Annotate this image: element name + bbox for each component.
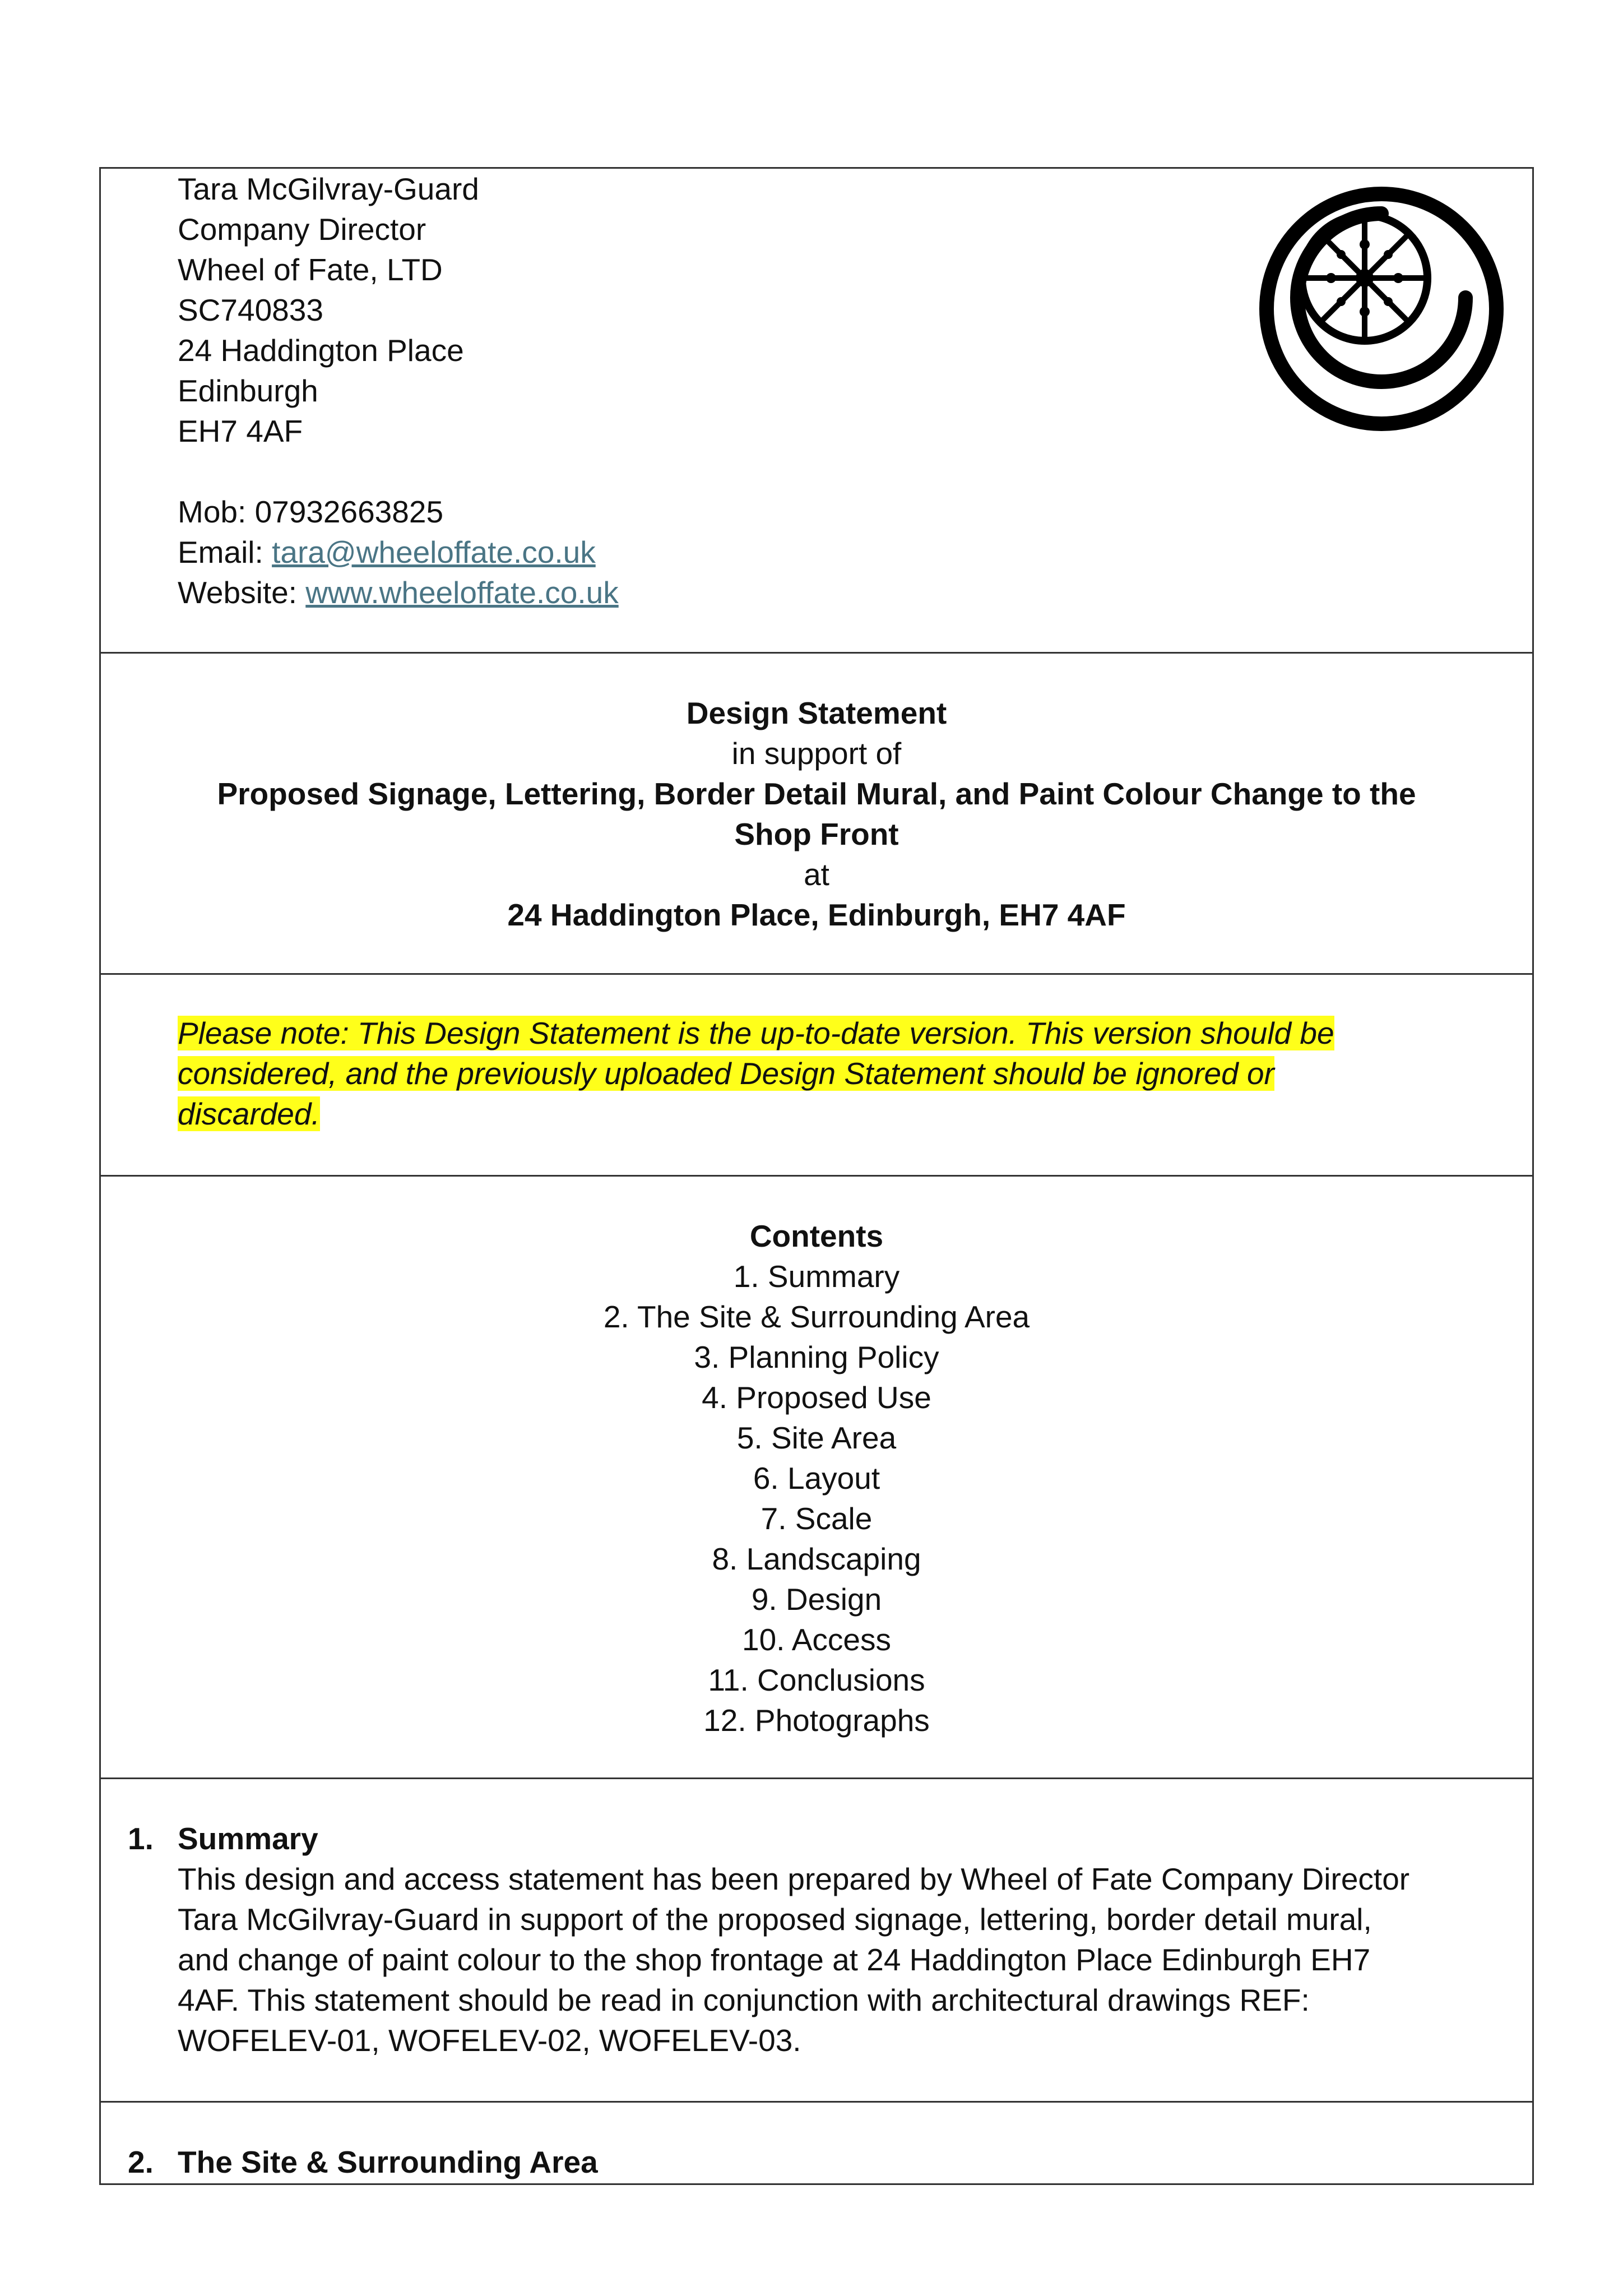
contact-email <box>178 532 619 572</box>
site-address: 24 Haddington Place, Edinburgh, EH7 4AF <box>507 897 1126 932</box>
document-table <box>99 167 1534 2185</box>
note-block <box>178 1013 1334 1134</box>
title-row <box>101 654 1532 973</box>
note-row <box>101 975 1532 1175</box>
contents-item: 2. The Site & Surrounding Area <box>603 1299 1030 1334</box>
wheel-of-fate-logo-icon <box>1250 177 1513 441</box>
title-block <box>101 693 1532 935</box>
summary-line: Tara McGilvray-Guard in support of the proposed signage, lettering, border detail mural, <box>178 1902 1372 1937</box>
section-1-row <box>101 1779 1532 2101</box>
section-2-title: The Site & Surrounding Area <box>178 2145 598 2179</box>
contents-heading: Contents <box>749 1219 884 1253</box>
summary-line: WOFELEV-01, WOFELEV-02, WOFELEV-03. <box>178 2023 801 2058</box>
contents-item: 10. Access <box>742 1622 891 1657</box>
contents-item: 6. Layout <box>753 1461 880 1496</box>
note-line-3: discarded. <box>178 1096 320 1131</box>
contact-company-number: SC740833 <box>178 293 323 327</box>
contact-spacer <box>178 451 619 492</box>
contents-item: 4. Proposed Use <box>702 1380 931 1415</box>
section-2-row <box>101 2103 1532 2183</box>
in-support-text: in support of <box>731 736 902 771</box>
note-line-2: considered, and the previously uploaded Design Statement should be ignored or <box>178 1056 1274 1091</box>
contents-block <box>101 1216 1532 1740</box>
contents-item: 8. Landscaping <box>712 1542 921 1576</box>
note-line-1: Please note: This Design Statement is the up-to-date version. This version should be <box>178 1016 1334 1050</box>
contents-item: 9. Design <box>751 1582 882 1617</box>
contact-mobile <box>178 492 619 532</box>
contents-item: 3. Planning Policy <box>694 1340 939 1374</box>
section-2-number: 2. <box>128 2145 154 2179</box>
document-title: Design Statement <box>686 696 947 730</box>
contents-item: 5. Site Area <box>736 1420 897 1455</box>
contents-item: 7. Scale <box>761 1501 873 1536</box>
contact-address-city: Edinburgh <box>178 373 318 408</box>
at-text: at <box>804 857 829 892</box>
proposal-line-1: Proposed Signage, Lettering, Border Detail Mural, and Paint Colour Change to the <box>217 776 1416 811</box>
contact-block <box>178 169 619 613</box>
contact-address-postcode: EH7 4AF <box>178 414 303 448</box>
summary-line: This design and access statement has been prepared by Wheel of Fate Company Director <box>178 1862 1410 1896</box>
contents-row <box>101 1177 1532 1777</box>
summary-line: and change of paint colour to the shop frontage at 24 Haddington Place Edinburgh EH7 <box>178 1942 1371 1977</box>
section-1-heading <box>128 1818 318 1859</box>
summary-line: 4AF. This statement should be read in conjunction with architectural drawings REF: <box>178 1983 1310 2017</box>
email-link[interactable]: tara@wheeloffate.co.uk <box>272 535 596 570</box>
contents-item: 12. Photographs <box>703 1703 930 1738</box>
contact-website <box>178 572 619 613</box>
website-link[interactable]: www.wheeloffate.co.uk <box>305 575 619 610</box>
contents-item: 1. Summary <box>733 1259 900 1294</box>
contact-role: Company Director <box>178 212 426 247</box>
section-2-heading <box>128 2142 598 2182</box>
email-label: Email: <box>178 535 272 570</box>
section-1-body <box>178 1859 1478 2061</box>
contact-address-line1: 24 Haddington Place <box>178 333 464 368</box>
mobile-value: 07932663825 <box>254 494 444 529</box>
contact-name: Tara McGilvray-Guard <box>178 172 479 206</box>
mobile-label: Mob: <box>178 494 255 529</box>
contents-item: 11. Conclusions <box>708 1663 925 1697</box>
contact-company: Wheel of Fate, LTD <box>178 252 443 287</box>
contact-row <box>101 169 1532 652</box>
proposal-line-2: Shop Front <box>734 817 899 851</box>
section-1-title: Summary <box>178 1821 318 1856</box>
website-label: Website: <box>178 575 306 610</box>
section-1-number: 1. <box>128 1821 154 1856</box>
